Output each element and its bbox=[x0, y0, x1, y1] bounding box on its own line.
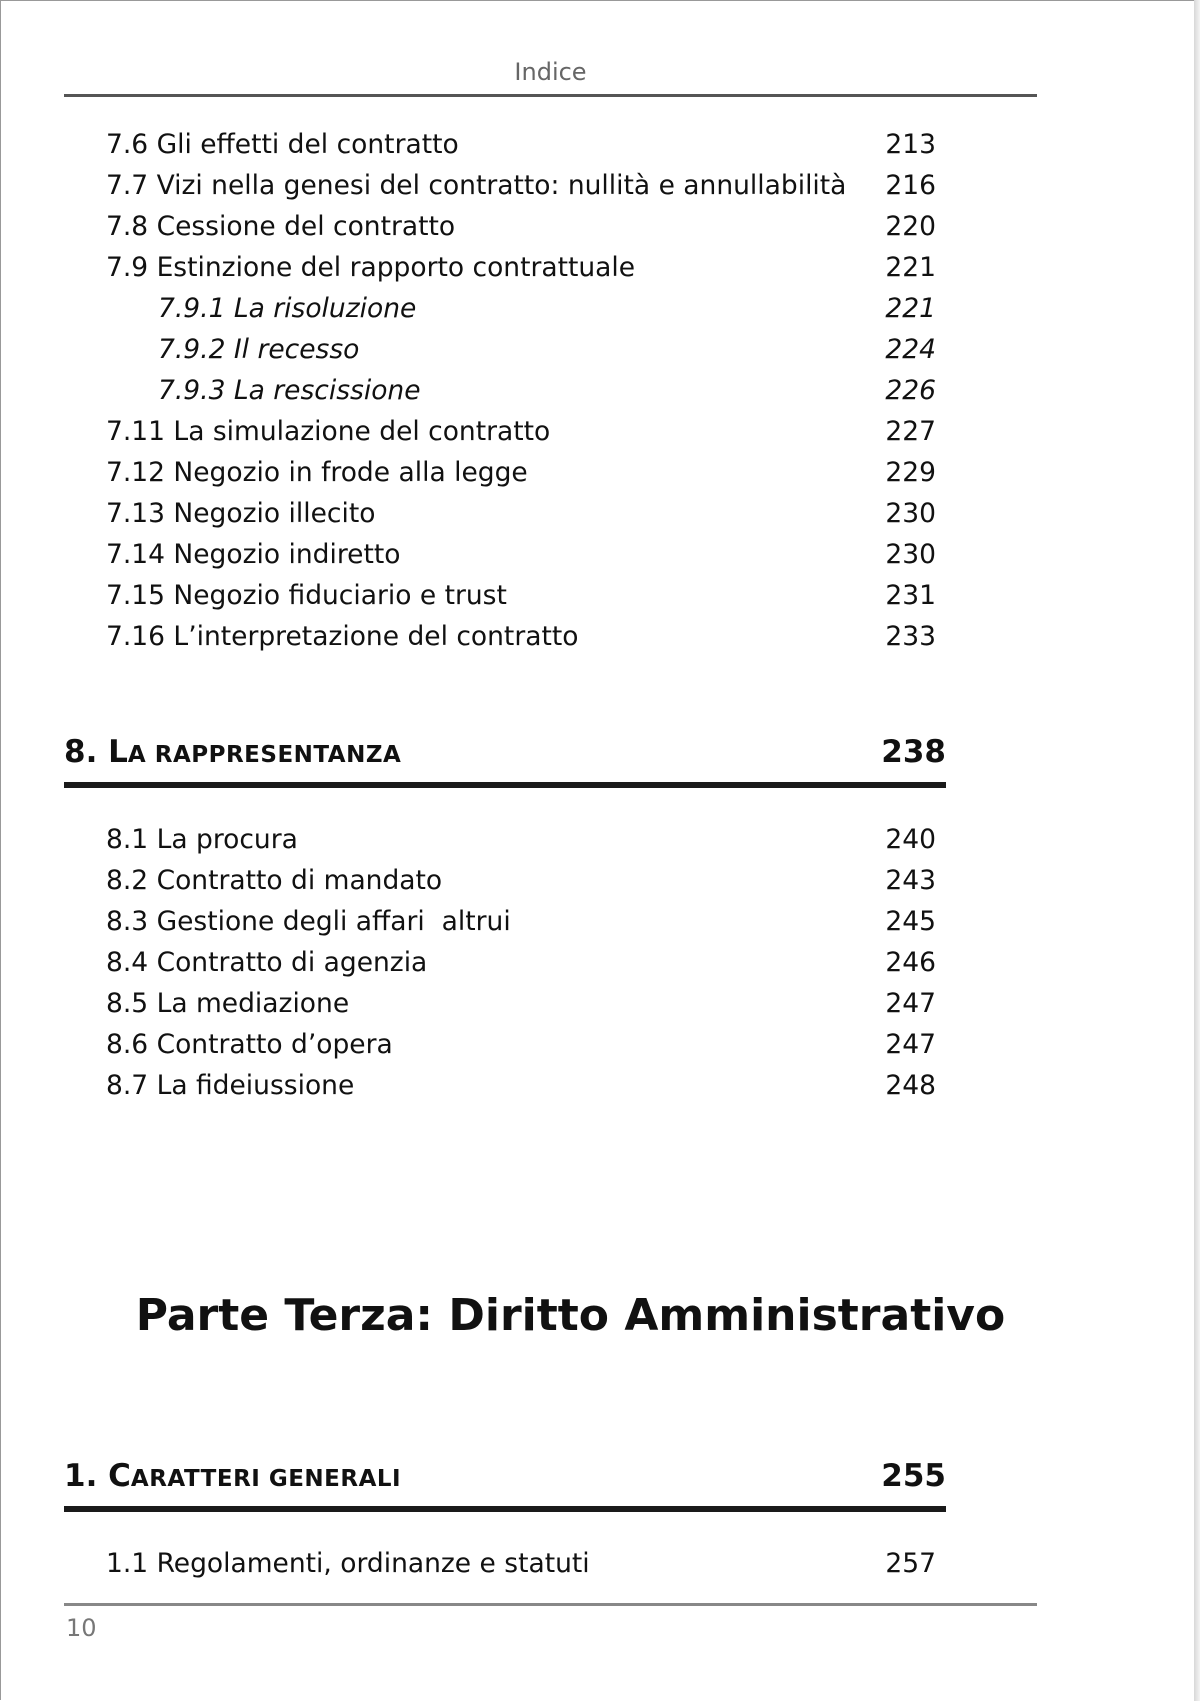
toc-entry-title: 8.6 Contratto d’opera bbox=[106, 1029, 393, 1060]
toc-entry-page: 216 bbox=[885, 170, 936, 201]
toc-entry-title: 8.3 Gestione degli affari altrui bbox=[106, 906, 511, 937]
toc-subentry-page: 224 bbox=[885, 334, 936, 365]
toc-entry-title: 7.6 Gli effetti del contratto bbox=[106, 129, 459, 160]
toc-entry-page: 247 bbox=[885, 1029, 936, 1060]
toc-entry-page: 230 bbox=[885, 539, 936, 570]
toc-subentry-page: 226 bbox=[885, 375, 936, 406]
chapter-rest: A RAPPRESENTANZA bbox=[127, 742, 402, 768]
toc-entry-page: 233 bbox=[885, 621, 936, 652]
chapter-heading-1[interactable] bbox=[64, 1458, 946, 1502]
toc-entry-title: 8.7 La fideiussione bbox=[106, 1070, 355, 1101]
toc-entry-title: 7.15 Negozio fiduciario e trust bbox=[106, 580, 507, 611]
toc-entry[interactable] bbox=[106, 983, 936, 1024]
toc-entry[interactable] bbox=[106, 1065, 936, 1106]
chapter-rest: ARATTERI GENERALI bbox=[130, 1466, 402, 1492]
toc-entry-page: 257 bbox=[885, 1548, 936, 1579]
toc-entry[interactable] bbox=[106, 1024, 936, 1065]
toc-entry[interactable] bbox=[106, 247, 936, 288]
toc-entry[interactable] bbox=[106, 493, 936, 534]
toc-subentry-title: 7.9.3 La rescissione bbox=[158, 375, 421, 406]
toc-entry-page: 248 bbox=[885, 1070, 936, 1101]
toc-subentry-page: 221 bbox=[885, 293, 936, 324]
toc-entry-page: 240 bbox=[885, 824, 936, 855]
toc-entry[interactable] bbox=[106, 452, 936, 493]
chapter-initial: L bbox=[108, 734, 128, 770]
chapter-rule bbox=[64, 782, 946, 788]
toc-entry-page: 220 bbox=[885, 211, 936, 242]
toc-entry[interactable] bbox=[106, 124, 936, 165]
running-head: Indice bbox=[514, 58, 587, 86]
toc-entry-page: 231 bbox=[885, 580, 936, 611]
toc-entry-page: 221 bbox=[885, 252, 936, 283]
chapter-number: 1. bbox=[64, 1458, 98, 1494]
toc-entry-page: 230 bbox=[885, 498, 936, 529]
chapter-number: 8. bbox=[64, 734, 98, 770]
chapter-initial: C bbox=[108, 1458, 131, 1494]
chapter-page: 255 bbox=[881, 1458, 946, 1494]
toc-entry-page: 227 bbox=[885, 416, 936, 447]
header-rule bbox=[64, 94, 1037, 97]
toc-subentry[interactable] bbox=[106, 288, 936, 329]
part-title[interactable]: Parte Terza: Diritto Amministrativo bbox=[135, 1290, 1006, 1341]
toc-entry-title: 7.9 Estinzione del rapporto contrattuale bbox=[106, 252, 636, 283]
toc-entry-title: 7.14 Negozio indiretto bbox=[106, 539, 401, 570]
toc-entry-page: 246 bbox=[885, 947, 936, 978]
toc-entry-title: 8.5 La mediazione bbox=[106, 988, 350, 1019]
toc-entry[interactable] bbox=[106, 206, 936, 247]
toc-entry[interactable] bbox=[106, 616, 936, 657]
toc-entry[interactable] bbox=[106, 860, 936, 901]
chapter-title bbox=[64, 734, 401, 770]
toc-entry[interactable] bbox=[106, 411, 936, 452]
chapter-heading-8[interactable] bbox=[64, 734, 946, 778]
toc-subentry-title: 7.9.1 La risoluzione bbox=[158, 293, 417, 324]
chapter-page: 238 bbox=[881, 734, 946, 770]
toc-entry-page: 243 bbox=[885, 865, 936, 896]
toc-entry-page: 229 bbox=[885, 457, 936, 488]
toc-entry[interactable] bbox=[106, 165, 936, 206]
toc-entry[interactable] bbox=[106, 534, 936, 575]
toc-entry[interactable] bbox=[106, 901, 936, 942]
toc-entry-title: 7.8 Cessione del contratto bbox=[106, 211, 456, 242]
toc-entry-title: 7.7 Vizi nella genesi del contratto: nullità e annullabilità bbox=[106, 170, 847, 201]
toc-entry-page: 245 bbox=[885, 906, 936, 937]
toc-entry-page: 247 bbox=[885, 988, 936, 1019]
toc-entry[interactable] bbox=[106, 575, 936, 616]
page-number: 10 bbox=[66, 1614, 97, 1642]
toc-entry-title: 7.12 Negozio in frode alla legge bbox=[106, 457, 528, 488]
toc-subentry[interactable] bbox=[106, 329, 936, 370]
toc-entry-title: 8.2 Contratto di mandato bbox=[106, 865, 443, 896]
toc-subentry-title: 7.9.2 Il recesso bbox=[158, 334, 360, 365]
toc-entry-title: 7.16 L’interpretazione del contratto bbox=[106, 621, 579, 652]
toc-entry-title: 1.1 Regolamenti, ordinanze e statuti bbox=[106, 1548, 590, 1579]
toc-entry[interactable] bbox=[106, 1543, 936, 1584]
toc-entry-title: 7.11 La simulazione del contratto bbox=[106, 416, 551, 447]
toc-entry-page: 213 bbox=[885, 129, 936, 160]
toc-entry[interactable] bbox=[106, 819, 936, 860]
toc-entry-title: 8.1 La procura bbox=[106, 824, 298, 855]
toc-subentry[interactable] bbox=[106, 370, 936, 411]
toc-entry-title: 7.13 Negozio illecito bbox=[106, 498, 376, 529]
chapter-rule bbox=[64, 1506, 946, 1512]
page-shadow bbox=[1194, 0, 1200, 1701]
footer-rule bbox=[64, 1603, 1037, 1606]
toc-entry-title: 8.4 Contratto di agenzia bbox=[106, 947, 428, 978]
chapter-title bbox=[64, 1458, 401, 1494]
toc-entry[interactable] bbox=[106, 942, 936, 983]
